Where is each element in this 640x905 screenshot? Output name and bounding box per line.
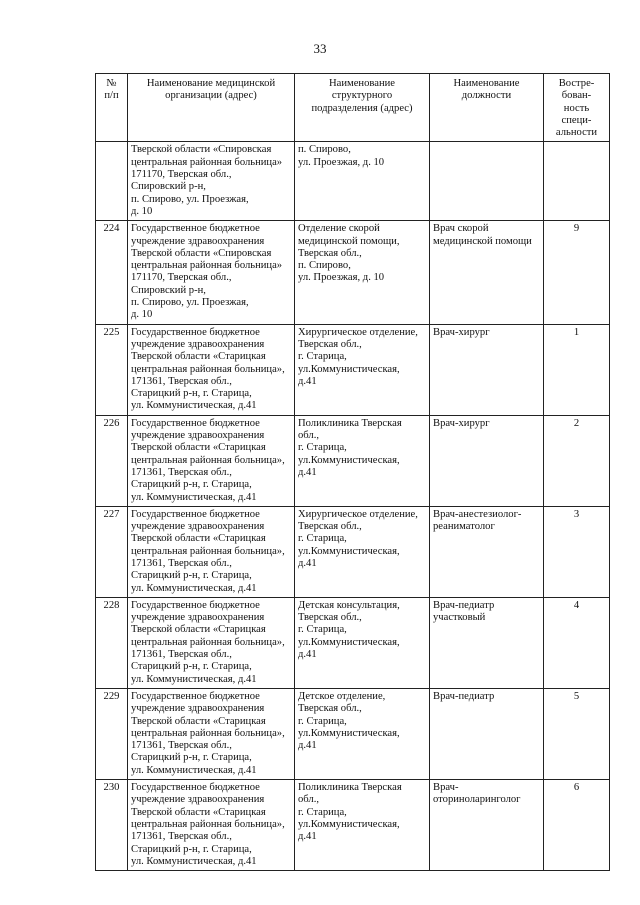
text-line: Старицкий р-н, г. Старица, bbox=[131, 479, 252, 491]
text-line: центральная районная больница», bbox=[131, 545, 285, 557]
organization-cell bbox=[128, 221, 295, 324]
text-line: Детское отделение, bbox=[298, 690, 386, 702]
text-line: центральная районная больница» bbox=[131, 156, 283, 168]
table-row bbox=[96, 142, 610, 221]
text-line: ул. Коммунистическая, д.41 bbox=[131, 673, 257, 685]
text-line: Хирургическое отделение, bbox=[298, 326, 418, 338]
unit-cell bbox=[295, 506, 430, 597]
text-line: Тверской области «Спировская bbox=[131, 247, 272, 259]
text-line: учреждение здравоохранения bbox=[131, 703, 265, 715]
text-line: альности bbox=[555, 127, 598, 139]
text-line: Врач скорой bbox=[433, 223, 489, 235]
text-line: центральная районная больница», bbox=[131, 636, 285, 648]
row-number: 228 bbox=[96, 597, 128, 688]
text-line: ул. Коммунистическая, д.41 bbox=[131, 582, 257, 594]
text-line: ул. Коммунистическая, д.41 bbox=[131, 764, 257, 776]
text-line: Врач-педиатр bbox=[433, 599, 495, 611]
position-cell bbox=[430, 221, 544, 324]
text-line: Спировский р-н, bbox=[131, 181, 206, 193]
text-line: г. Старица, bbox=[298, 624, 347, 636]
text-line: реаниматолог bbox=[433, 521, 495, 533]
text-line: центральная районная больница», bbox=[131, 727, 285, 739]
text-line: г. Старица, bbox=[298, 533, 347, 545]
text-line: Государственное бюджетное bbox=[131, 326, 260, 338]
unit-cell bbox=[295, 780, 430, 871]
text-line: Врач-педиатр bbox=[433, 690, 495, 702]
demand-cell: 3 bbox=[544, 506, 610, 597]
text-line: центральная районная больница» bbox=[131, 260, 283, 272]
text-line: 171170, Тверская обл., bbox=[131, 272, 232, 284]
text-line: ул.Коммунистическая, bbox=[298, 727, 400, 739]
text-line: д.41 bbox=[298, 740, 317, 752]
table-row bbox=[96, 415, 610, 506]
table-row bbox=[96, 324, 610, 415]
organization-cell bbox=[128, 780, 295, 871]
position-cell bbox=[430, 597, 544, 688]
header-unit bbox=[295, 74, 430, 142]
text-line: д.41 bbox=[298, 649, 317, 661]
text-line: Востре- bbox=[558, 78, 595, 89]
text-line: Тверская обл., bbox=[298, 338, 362, 350]
position-cell bbox=[430, 780, 544, 871]
text-line: центральная районная больница», bbox=[131, 454, 285, 466]
demand-cell: 2 bbox=[544, 415, 610, 506]
header-demand bbox=[544, 74, 610, 142]
text-line: д. 10 bbox=[131, 205, 153, 217]
organization-cell bbox=[128, 597, 295, 688]
table-header-row bbox=[96, 74, 610, 142]
unit-cell bbox=[295, 597, 430, 688]
text-line: Поликлиника Тверская bbox=[298, 782, 402, 794]
demand-cell: 1 bbox=[544, 324, 610, 415]
text-line: Тверской области «Старицкая bbox=[131, 533, 266, 545]
text-line: организации (адрес) bbox=[165, 90, 257, 102]
text-line: ул. Коммунистическая, д.41 bbox=[131, 400, 257, 412]
demand-cell: 9 bbox=[544, 221, 610, 324]
text-line: центральная районная больница», bbox=[131, 818, 285, 830]
text-line: д.41 bbox=[298, 466, 317, 478]
text-line: Старицкий р-н, г. Старица, bbox=[131, 661, 252, 673]
text-line: г. Старица, bbox=[298, 715, 347, 727]
text-line: Тверская обл., bbox=[298, 521, 362, 533]
text-line: Тверская обл., bbox=[298, 612, 362, 624]
text-line: ул. Проезжая, д. 10 bbox=[298, 156, 385, 168]
table-row bbox=[96, 688, 610, 779]
unit-cell bbox=[295, 688, 430, 779]
text-line: обл., bbox=[298, 794, 320, 806]
row-number: 225 bbox=[96, 324, 128, 415]
text-line: п. Спирово, ул. Проезжая, bbox=[131, 297, 249, 309]
text-line: учреждение здравоохранения bbox=[131, 430, 265, 442]
organization-cell bbox=[128, 415, 295, 506]
text-line: медицинской помощи, bbox=[298, 235, 400, 247]
text-line: ул.Коммунистическая, bbox=[298, 363, 400, 375]
text-line: Хирургическое отделение, bbox=[298, 508, 418, 520]
text-line: ул. Проезжая, д. 10 bbox=[298, 272, 385, 284]
text-line: медицинской помощи bbox=[433, 235, 532, 247]
text-line: оториноларинголог bbox=[433, 794, 521, 806]
organization-cell bbox=[128, 142, 295, 221]
text-line: 171361, Тверская обл., bbox=[131, 649, 232, 661]
text-line: Врач-хирург bbox=[433, 326, 490, 338]
text-line: д.41 bbox=[298, 375, 317, 387]
text-line: Старицкий р-н, г. Старица, bbox=[131, 570, 252, 582]
text-line: п. Спирово, ул. Проезжая, bbox=[131, 193, 249, 205]
text-line: г. Старица, bbox=[298, 806, 347, 818]
text-line: Старицкий р-н, г. Старица, bbox=[131, 843, 252, 855]
text-line: п. Спирово, bbox=[298, 260, 351, 272]
text-line: специ- bbox=[561, 114, 592, 126]
text-line: д.41 bbox=[298, 831, 317, 843]
row-number: 230 bbox=[96, 780, 128, 871]
text-line: Тверская обл., bbox=[298, 703, 362, 715]
text-line: Врач-анестезиолог- bbox=[433, 508, 522, 520]
header-number bbox=[96, 74, 128, 142]
text-line: 171361, Тверская обл., bbox=[131, 557, 232, 569]
table-row bbox=[96, 597, 610, 688]
position-cell bbox=[430, 142, 544, 221]
unit-cell bbox=[295, 324, 430, 415]
unit-cell bbox=[295, 415, 430, 506]
text-line: ул.Коммунистическая, bbox=[298, 818, 400, 830]
text-line: ность bbox=[563, 102, 590, 114]
text-line: 171361, Тверская обл., bbox=[131, 466, 232, 478]
row-number: 227 bbox=[96, 506, 128, 597]
text-line: Тверской области «Спировская bbox=[131, 144, 272, 156]
text-line: 171170, Тверская обл., bbox=[131, 169, 232, 181]
text-line: учреждение здравоохранения bbox=[131, 338, 265, 350]
text-line: 171361, Тверская обл., bbox=[131, 740, 232, 752]
text-line: ул.Коммунистическая, bbox=[298, 636, 400, 648]
text-line: Наименование bbox=[453, 78, 520, 89]
text-line: д.41 bbox=[298, 557, 317, 569]
text-line: Врач-хирург bbox=[433, 417, 490, 429]
row-number: 226 bbox=[96, 415, 128, 506]
text-line: ул.Коммунистическая, bbox=[298, 454, 400, 466]
text-line: Врач- bbox=[433, 782, 459, 794]
text-line: Наименование bbox=[329, 78, 395, 89]
text-line: Тверской области «Старицкая bbox=[131, 351, 266, 363]
table-row bbox=[96, 221, 610, 324]
text-line: п/п bbox=[104, 90, 119, 102]
text-line: Спировский р-н, bbox=[131, 284, 206, 296]
text-line: бован- bbox=[561, 90, 592, 102]
organization-cell bbox=[128, 324, 295, 415]
table-row bbox=[96, 780, 610, 871]
text-line: структурного bbox=[331, 90, 393, 102]
text-line: ул. Коммунистическая, д.41 bbox=[131, 855, 257, 867]
position-cell bbox=[430, 688, 544, 779]
text-line: Государственное бюджетное bbox=[131, 599, 260, 611]
text-line: должности bbox=[461, 90, 512, 102]
text-line: 171361, Тверская обл., bbox=[131, 375, 232, 387]
organization-cell bbox=[128, 688, 295, 779]
text-line: Государственное бюджетное bbox=[131, 782, 260, 794]
text-line: 171361, Тверская обл., bbox=[131, 831, 232, 843]
text-line: Старицкий р-н, г. Старица, bbox=[131, 752, 252, 764]
header-organization bbox=[128, 74, 295, 142]
text-line: Поликлиника Тверская bbox=[298, 417, 402, 429]
text-line: учреждение здравоохранения bbox=[131, 521, 265, 533]
text-line: Тверской области «Старицкая bbox=[131, 442, 266, 454]
vacancy-table bbox=[95, 73, 610, 871]
row-number bbox=[96, 142, 128, 221]
text-line: п. Спирово, bbox=[298, 144, 351, 156]
row-number: 224 bbox=[96, 221, 128, 324]
text-line: ул. Коммунистическая, д.41 bbox=[131, 491, 257, 503]
position-cell bbox=[430, 324, 544, 415]
text-line: Государственное бюджетное bbox=[131, 508, 260, 520]
text-line: подразделения (адрес) bbox=[311, 102, 413, 114]
page-number: 33 bbox=[313, 41, 327, 56]
text-line: д. 10 bbox=[131, 309, 153, 321]
text-line: учреждение здравоохранения bbox=[131, 794, 265, 806]
row-number: 229 bbox=[96, 688, 128, 779]
text-line: ул.Коммунистическая, bbox=[298, 545, 400, 557]
position-cell bbox=[430, 506, 544, 597]
text-line: г. Старица, bbox=[298, 351, 347, 363]
text-line: Государственное бюджетное bbox=[131, 223, 260, 235]
text-line: Старицкий р-н, г. Старица, bbox=[131, 388, 252, 400]
text-line: Детская консультация, bbox=[298, 599, 400, 611]
unit-cell bbox=[295, 221, 430, 324]
text-line: Тверской области «Старицкая bbox=[131, 715, 266, 727]
text-line: г. Старица, bbox=[298, 442, 347, 454]
text-line: Отделение скорой bbox=[298, 223, 380, 235]
text-line: учреждение здравоохранения bbox=[131, 612, 265, 624]
text-line: Государственное бюджетное bbox=[131, 417, 260, 429]
unit-cell bbox=[295, 142, 430, 221]
table-row bbox=[96, 506, 610, 597]
text-line: обл., bbox=[298, 430, 320, 442]
position-cell bbox=[430, 415, 544, 506]
demand-cell: 6 bbox=[544, 780, 610, 871]
text-line: Тверская обл., bbox=[298, 247, 362, 259]
text-line: Тверской области «Старицкая bbox=[131, 624, 266, 636]
header-position bbox=[430, 74, 544, 142]
text-line: учреждение здравоохранения bbox=[131, 235, 265, 247]
demand-cell: 4 bbox=[544, 597, 610, 688]
text-line: участковый bbox=[433, 612, 486, 624]
demand-cell: 5 bbox=[544, 688, 610, 779]
text-line: Государственное бюджетное bbox=[131, 690, 260, 702]
text-line: Тверской области «Старицкая bbox=[131, 806, 266, 818]
text-line: № bbox=[106, 78, 117, 89]
text-line: Наименование медицинской bbox=[146, 78, 276, 89]
organization-cell bbox=[128, 506, 295, 597]
demand-cell bbox=[544, 142, 610, 221]
text-line: центральная районная больница», bbox=[131, 363, 285, 375]
